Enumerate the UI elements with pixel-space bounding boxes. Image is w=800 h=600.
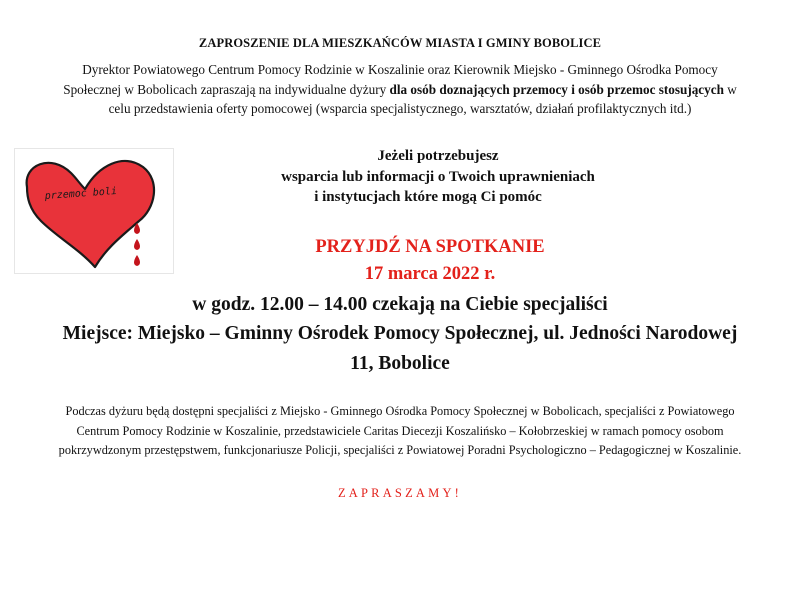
invite-text: ZAPRASZAMY! <box>337 486 463 500</box>
footer-paragraph: Podczas dyżuru będą dostępni specjaliści z Miejsko - Gminnego Ośrodka Pomocy Społecznej w Bobolicach, specjaliści z Powiatowego Centrum Pomocy Rodzinie w Koszalinie, przedstawiciele Caritas Diecezji Koszalińsko – Kołobrzeskiej w ramach pomocy osobom pokrzywdzonym przestępstwem, funkcjonariusze Policji, specjaliści z Powiatowej Poradni Psychologiczno – Pedagogicznej w Koszalinie. <box>58 404 742 457</box>
intro-paragraph <box>60 60 740 119</box>
need-line-3: i instytucjach które mogą Ci pomóc <box>314 189 542 205</box>
meeting-headline: PRZYJDŹ NA SPOTKANIE <box>315 237 545 257</box>
need-line-1: Jeżeli potrzebujesz <box>377 148 499 164</box>
meeting-place: Miejsce: Miejsko – Gminny Ośrodek Pomocy Społecznej, ul. Jedności Narodowej 11, Bobolice <box>62 323 738 374</box>
need-statement <box>208 146 668 208</box>
need-line-2: wsparcia lub informacji o Twoich uprawnieniach <box>281 168 595 185</box>
meeting-callout <box>0 234 800 288</box>
page-title: ZAPROSZENIE DLA MIESZKAŃCÓW MIASTA I GMINY BOBOLICE <box>198 36 602 50</box>
intro-bold-text: dla osób doznających przemocy i osób przemoc stosujących <box>389 81 724 97</box>
intro-text-1: Dyrektor Powiatowego Centrum Pomocy Rodzinie w Koszalinie oraz Kierownik Miejsko - Gminnego Ośrodka Pomocy Społecznej w Bobolicach zapraszają na indywidualne dyżury <box>63 62 718 97</box>
meeting-hours: w godz. 12.00 – 14.00 czekają na Ciebie specjaliści <box>192 294 608 315</box>
meeting-date: 17 marca 2022 r. <box>364 264 496 284</box>
heart-caption: przemoc boli <box>44 185 118 202</box>
intro-text-2: w celu przedstawienia oferty pomocowej (wsparcia specjalistycznego, warsztatów, działań profilaktycznych itd.) <box>108 81 737 116</box>
